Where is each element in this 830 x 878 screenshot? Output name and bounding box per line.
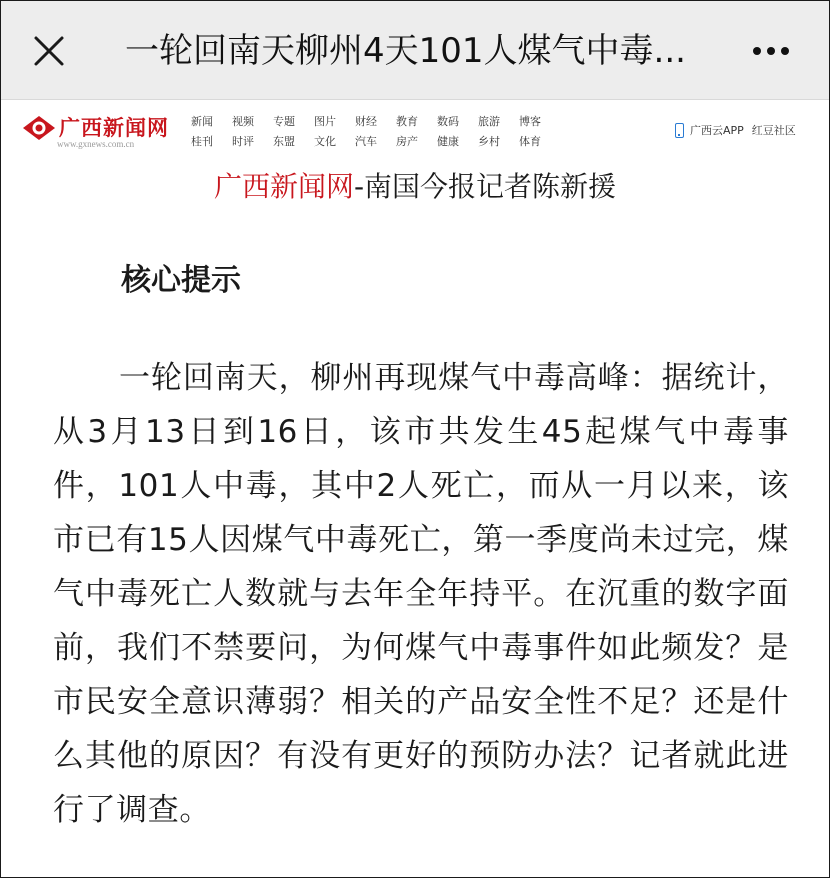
nav-item-blog[interactable]: 博客 <box>519 115 541 128</box>
nav-item-culture[interactable]: 文化 <box>314 135 336 148</box>
section-heading: 核心提示 <box>121 263 241 298</box>
nav-item-digital[interactable]: 数码 <box>437 115 459 128</box>
gxnews-logo-icon <box>21 114 57 142</box>
article-paragraph: 一轮回南天，柳州再现煤气中毒高峰：据统计，从3月13日到16日，该市共发生45起煤气中毒事件，101人中毒，其中2人死亡，而从一月以来，该市已有15人因煤气中毒死亡，第一季度尚未过完，煤气中毒死亡人数就与去年全年持平。在沉重的数字面前，我们不禁要问，为何煤气中毒事件如此频发？是市民安全意识薄弱？相关的产品安全性不足？还是什么其他的原因？有没有更好的预防办法？记者就此进行了调查。 <box>53 360 789 828</box>
close-icon <box>32 34 66 68</box>
logo-url: www.gxnews.com.cn <box>57 139 135 149</box>
nav-item-travel[interactable]: 旅游 <box>478 115 500 128</box>
more-button[interactable] <box>741 23 801 79</box>
more-horizontal-icon <box>753 47 761 55</box>
byline-author: -南国今报记者陈新援 <box>353 170 617 203</box>
nav-item-journal[interactable]: 桂刊 <box>191 135 213 148</box>
mobile-phone-icon <box>675 123 684 138</box>
nav-item-commentary[interactable]: 时评 <box>232 135 254 148</box>
nav-item-sports[interactable]: 体育 <box>519 135 541 148</box>
top-navigation-bar <box>1 1 829 100</box>
header-links <box>675 120 796 140</box>
nav-item-health[interactable]: 健康 <box>437 135 459 148</box>
site-logo[interactable] <box>21 112 176 152</box>
site-header <box>1 100 829 160</box>
page-title: 一轮回南天柳州4天101人煤气中毒... <box>125 31 686 71</box>
site-nav <box>191 112 560 152</box>
community-link[interactable]: 红豆社区 <box>751 124 796 137</box>
more-horizontal-icon <box>767 47 775 55</box>
app-link[interactable]: 广西云APP <box>690 124 744 137</box>
more-horizontal-icon <box>781 47 789 55</box>
nav-item-rural[interactable]: 乡村 <box>478 135 500 148</box>
nav-item-auto[interactable]: 汽车 <box>355 135 377 148</box>
nav-item-education[interactable]: 教育 <box>396 115 418 128</box>
nav-item-realestate[interactable]: 房产 <box>396 135 418 148</box>
byline-site[interactable]: 广西新闻网 <box>213 170 354 203</box>
close-button[interactable] <box>21 23 77 79</box>
nav-item-finance[interactable]: 财经 <box>355 115 377 128</box>
article-byline <box>1 167 829 207</box>
nav-item-topics[interactable]: 专题 <box>273 115 295 128</box>
nav-item-video[interactable]: 视频 <box>232 115 254 128</box>
nav-item-news[interactable]: 新闻 <box>191 115 213 128</box>
logo-text: 广西新闻网 <box>59 115 169 140</box>
nav-item-pictures[interactable]: 图片 <box>314 115 336 128</box>
nav-item-asean[interactable]: 东盟 <box>273 135 295 148</box>
